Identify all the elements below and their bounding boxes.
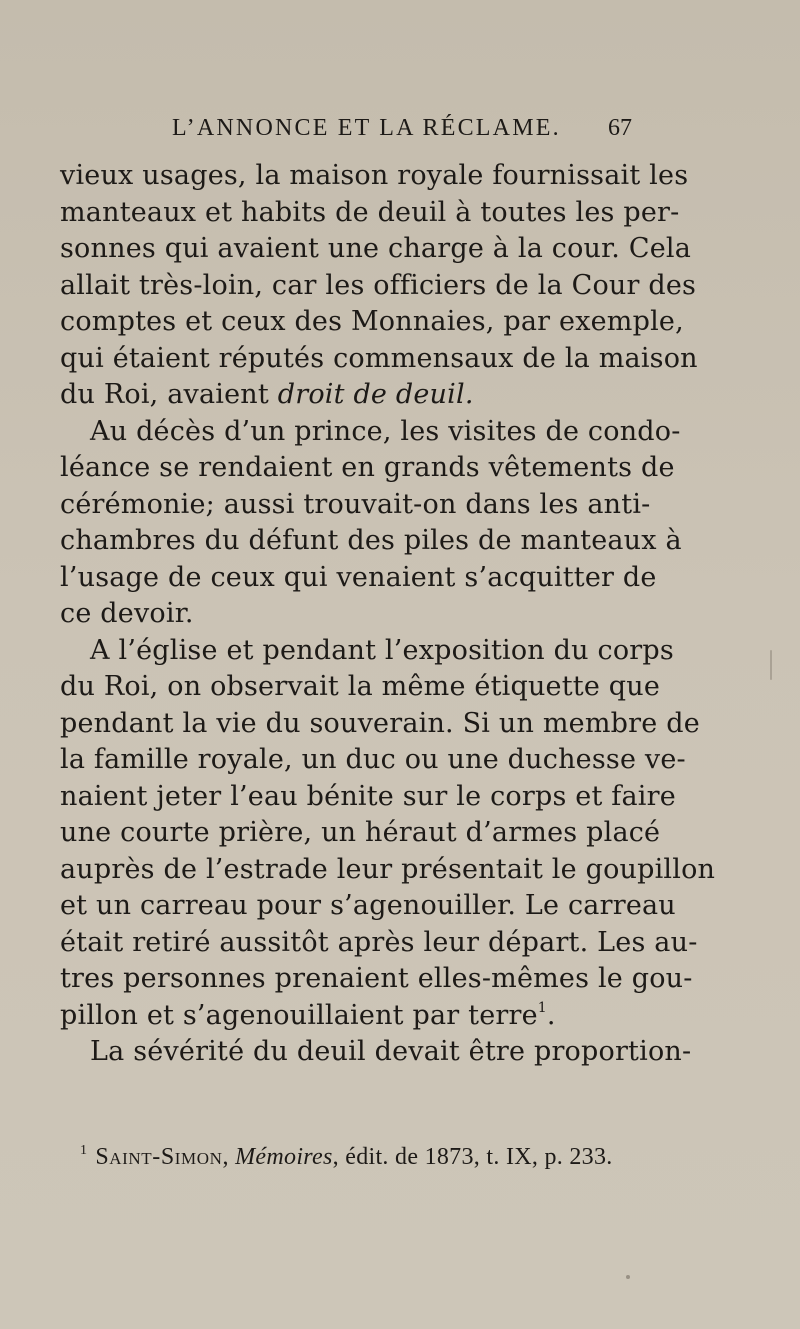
footnote-details: , édit. de 1873, t. IX, p. 233. (332, 1144, 613, 1170)
text-line: pendant la vie du souverain. Si un membre de (60, 707, 700, 739)
text-line: léance se rendaient en grands vêtements de (60, 452, 675, 483)
text-line: une courte prière, un héraut d’armes placé (60, 817, 661, 848)
text-line: manteaux et habits de deuil à toutes les per- (60, 196, 680, 228)
footnote-reference: 1 (537, 999, 547, 1016)
footnote-work-title: Mémoires (235, 1144, 333, 1170)
footnote (80, 1142, 635, 1172)
paragraph-start-line: A l’église et pendant l’exposition du corps (90, 634, 674, 666)
text-line: qui étaient réputés commensaux de la maison (60, 342, 698, 374)
text-line-with-note-ref (60, 998, 632, 1035)
paper-speck (626, 1275, 630, 1279)
running-head (60, 115, 632, 149)
paper-mark (770, 650, 772, 680)
running-title: L’ANNONCE ET LA RÉCLAME. (172, 115, 561, 141)
text-line: cérémonie; aussi trouvait-on dans les anti- (60, 488, 651, 520)
text-run: pillon et s’agenouillaient par terre (60, 999, 538, 1031)
italic-phrase: droit de deuil. (277, 379, 474, 410)
paragraph-start-line: La sévérité du deuil devait être proportion- (90, 1036, 692, 1067)
text-line: allait très-loin, car les officiers de la Cour des (60, 269, 697, 301)
text-line: comptes et ceux des Monnaies, par exemple, (60, 306, 684, 337)
footnote-author: Saint-Simon (95, 1144, 223, 1170)
text-line: sonnes qui avaient une charge à la cour. Cela (60, 233, 692, 264)
text-line: était retiré aussitôt après leur départ. Les au- (60, 926, 698, 958)
text-line-with-italic (60, 377, 632, 414)
footnote-mark: 1 (80, 1143, 88, 1158)
text-line: tres personnes prenaient elles-mêmes le gou- (60, 963, 693, 994)
text-line: ce devoir. (60, 598, 194, 629)
text-line: l’usage de ceux qui venaient s’acquitter de (60, 561, 657, 593)
text-run: du Roi, avaient (60, 379, 278, 410)
body-text (60, 158, 716, 1071)
text-line: la famille royale, un duc ou une duchesse ve- (60, 744, 686, 775)
page-number: 67 (608, 115, 632, 141)
text-line: du Roi, on observait la même étiquette que (60, 671, 661, 702)
text-run: . (546, 999, 556, 1031)
text-line: naient jeter l’eau bénite sur le corps et faire (60, 780, 676, 812)
text-line: vieux usages, la maison royale fournissait les (60, 160, 689, 191)
paragraph-start-line: Au décès d’un prince, les visites de condo- (90, 415, 681, 447)
text-line: chambres du défunt des piles de manteaux à (60, 525, 682, 556)
footnote-separator: , (222, 1144, 236, 1170)
text-line: auprès de l’estrade leur présentait le goupillon (60, 853, 716, 885)
text-line: et un carreau pour s’agenouiller. Le carreau (60, 890, 676, 921)
